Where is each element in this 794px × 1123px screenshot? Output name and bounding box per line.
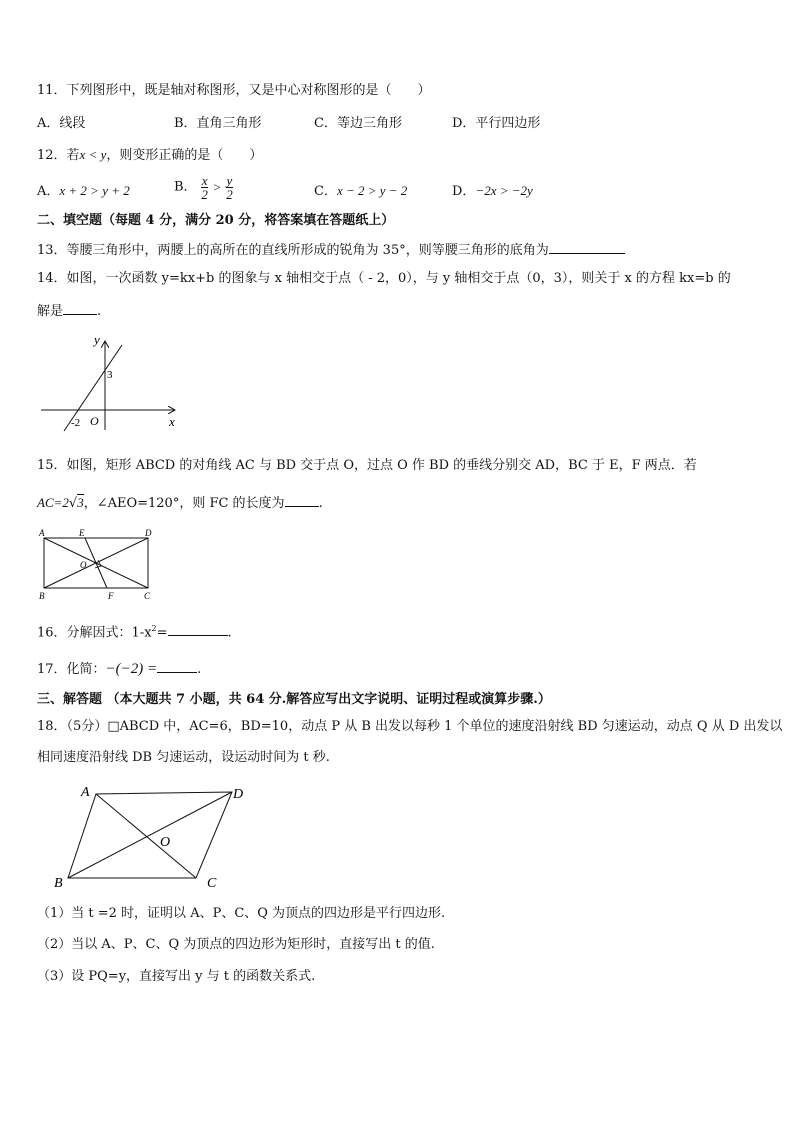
section-2-title: 二、填空题（每题 4 分，满分 20 分，将答案填在答题纸上）	[37, 213, 395, 228]
q18-text-1: 18．（5分）□ABCD 中，AC=6，BD=10，动点 P 从 B 出发以每秒 1 个单位的速度沿射线 BD 匀速运动，动点 Q 从 D 出发以	[37, 719, 783, 734]
point-o-label: O	[160, 835, 171, 850]
q15-answer-blank	[285, 494, 319, 507]
q12-option-b: B． $\frac{x}{2}$ > $\frac{y}{2}$	[174, 173, 233, 202]
point-d-label: D	[145, 528, 152, 538]
q14-answer-blank	[63, 302, 97, 315]
q16-answer-blank	[168, 623, 228, 636]
q14-text-2: 解是 .	[37, 304, 102, 319]
q15-rectangle-figure	[36, 528, 156, 604]
point-b-label: B	[39, 591, 45, 601]
point-e-label: E	[79, 528, 85, 538]
q15-text-2: AC=2√3，∠AEO=120°，则 FC 的长度为 .	[37, 495, 323, 511]
origin-label: O	[90, 414, 99, 428]
q11-option-c: C．等边三角形	[314, 116, 402, 131]
q18-text-2: 相同速度沿射线 DB 匀速运动，设运动时间为 t 秒.	[37, 750, 330, 765]
q18-part-1: （1）当 t =2 时，证明以 A、P、C、Q 为顶点的四边形是平行四边形.	[37, 906, 446, 921]
q11-option-d: D．平行四边形	[452, 116, 541, 131]
point-o-label: O	[80, 560, 87, 570]
q11-option-a: A．线段	[37, 116, 86, 131]
q15-text-1: 15．如图，矩形 ABCD 的对角线 AC 与 BD 交于点 O，过点 O 作 BD 的垂线分别交 AD，BC 于 E，F 两点．若	[37, 458, 697, 473]
q13-answer-blank	[549, 241, 625, 254]
point-c-label: C	[144, 591, 151, 601]
q12-stem: 12．若x < y，则变形正确的是（ ）	[37, 147, 263, 163]
point-c-label: C	[207, 876, 217, 891]
q18-parallelogram-figure	[50, 780, 260, 890]
point-b-label: B	[54, 876, 63, 891]
point-d-label: D	[233, 787, 244, 802]
q14-text-1: 14．如图，一次函数 y=kx+b 的图象与 x 轴相交于点（ - 2，0），与 y 轴相交于点（0，3），则关于 x 的方程 kx=b 的	[37, 271, 731, 286]
x-intercept-label: -2	[71, 417, 81, 429]
q11-stem: 11．下列图形中，既是轴对称图形，又是中心对称图形的是（ ）	[37, 83, 431, 98]
q16-text: 16．分解因式：$1-x^2=$ .	[37, 624, 232, 641]
point-a-label: A	[81, 785, 90, 800]
point-f-label: F	[108, 591, 114, 601]
x-label: x	[169, 414, 175, 429]
q12-option-a: A．x + 2 > y + 2	[37, 183, 130, 199]
q17-answer-blank	[157, 660, 197, 673]
diagonal-ac	[96, 794, 196, 878]
q13-text: 13．等腰三角形中，两腰上的高所在的直线所形成的锐角为 35°，则等腰三角形的底角为	[37, 241, 625, 260]
q18-part-2: （2）当以 A、P、C、Q 为顶点的四边形为矩形时，直接写出 t 的值.	[37, 937, 435, 952]
q14-graph	[38, 332, 188, 432]
point-a-label: A	[39, 528, 45, 538]
section-3-title: 三、解答题 （本大题共 7 小题，共 64 分.解答应写出文字说明、证明过程或演算步骤.）	[37, 692, 551, 707]
q12-option-d: D．−2x > −2y	[452, 183, 533, 199]
y-intercept-label: 3	[107, 369, 113, 381]
y-label: y	[94, 332, 100, 347]
q17-text: 17．化简：−(−2) = .	[37, 661, 202, 677]
q11-option-b: B．直角三角形	[174, 116, 262, 131]
q12-option-c: C．x − 2 > y − 2	[314, 183, 408, 199]
q18-part-3: （3）设 PQ=y，直接写出 y 与 t 的函数关系式.	[37, 969, 316, 984]
segment-ef	[85, 538, 107, 588]
